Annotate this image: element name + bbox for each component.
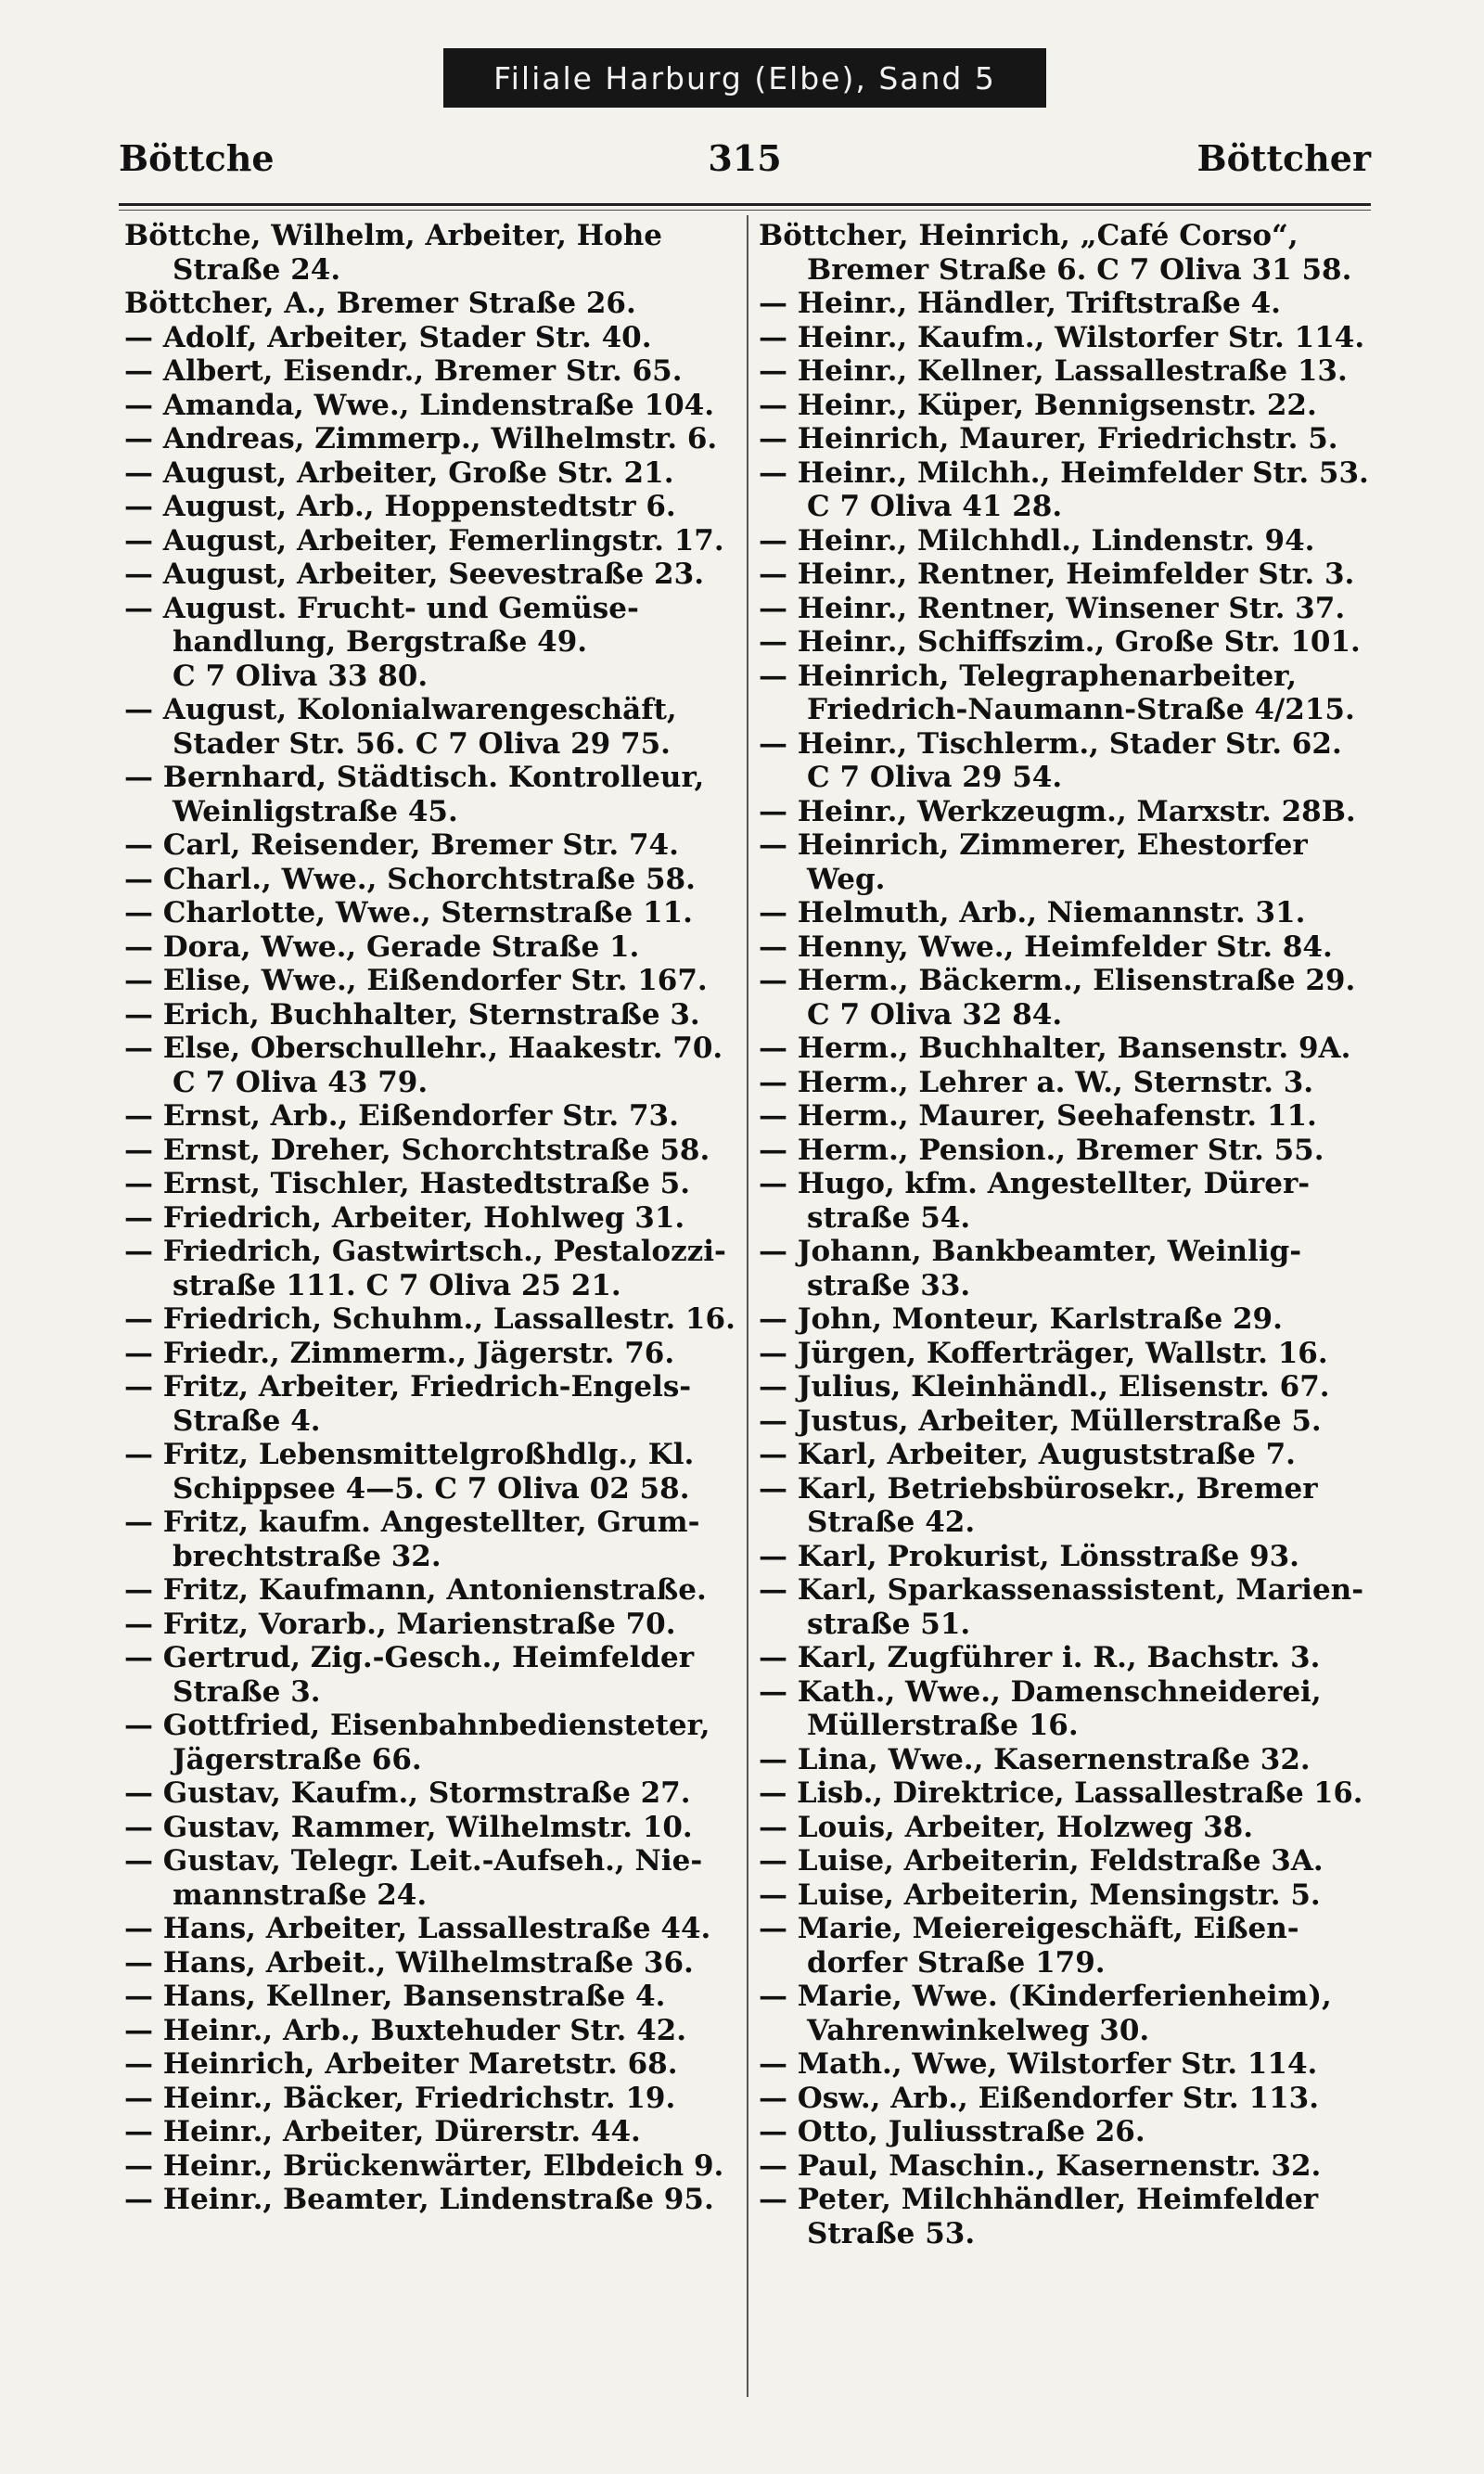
- directory-entry-line: — Amanda, Wwe., Lindenstraße 104.: [124, 388, 715, 422]
- directory-entry-line: — Herm., Maurer, Seehafenstr. 11.: [759, 1099, 1317, 1133]
- directory-entry-line: — Heinr., Bäcker, Friedrichstr. 19.: [124, 2081, 676, 2115]
- directory-entry-line: — Hans, Kellner, Bansenstraße 4.: [124, 1980, 666, 2013]
- directory-entry-line: — August, Arbeiter, Seevestraße 23.: [124, 558, 704, 591]
- directory-entry-line: — Heinr., Tischlerm., Stader Str. 62.: [759, 726, 1342, 761]
- directory-entry-line: — Henny, Wwe., Heimfelder Str. 84.: [759, 929, 1333, 964]
- directory-entry-line: — Helmuth, Arb., Niemannstr. 31.: [759, 896, 1306, 929]
- directory-entry-line: — Karl, Betriebsbürosekr., Bremer: [759, 1471, 1318, 1506]
- directory-entry-line: Böttcher, A., Bremer Straße 26.: [124, 287, 636, 320]
- directory-entry-line: mannstraße 24.: [173, 1878, 428, 1912]
- directory-entry-line: straße 54.: [807, 1200, 971, 1235]
- directory-entry-line: — Heinr., Werkzeugm., Marxstr. 28B.: [759, 794, 1356, 828]
- directory-entry-line: — August. Frucht- und Gemüse-: [124, 591, 639, 625]
- directory-entry-line: — Carl, Reisender, Bremer Str. 74.: [124, 828, 679, 862]
- directory-entry-line: — Friedr., Zimmerm., Jägerstr. 76.: [124, 1336, 675, 1370]
- directory-entry-line: — Heinr., Kellner, Lassallestraße 13.: [759, 354, 1348, 388]
- directory-entry-line: — Heinrich, Maurer, Friedrichstr. 5.: [759, 422, 1338, 455]
- directory-entry-line: — Herm., Lehrer a. W., Sternstr. 3.: [759, 1065, 1314, 1099]
- directory-entry-line: — Julius, Kleinhändl., Elisenstr. 67.: [759, 1370, 1330, 1404]
- directory-entry-line: — Heinrich, Zimmerer, Ehestorfer: [759, 828, 1308, 862]
- directory-entry-line: — Andreas, Zimmerp., Wilhelmstr. 6.: [124, 422, 718, 455]
- directory-entry-line: straße 111. C 7 Oliva 25 21.: [173, 1268, 621, 1302]
- directory-entry-line: — August, Arbeiter, Femerlingstr. 17.: [124, 523, 724, 558]
- directory-entry-line: — Jürgen, Kofferträger, Wallstr. 16.: [759, 1336, 1328, 1370]
- directory-entry-line: — Karl, Zugführer i. R., Bachstr. 3.: [759, 1641, 1321, 1674]
- directory-entry-line: — Herm., Bäckerm., Elisenstraße 29.: [759, 964, 1356, 997]
- directory-entry-line: — Herm., Buchhalter, Bansenstr. 9A.: [759, 1032, 1351, 1065]
- directory-entry-line: Straße 24.: [173, 252, 341, 287]
- directory-entry-line: — Heinr., Milchhdl., Lindenstr. 94.: [759, 523, 1315, 558]
- directory-entry-line: — Friedrich, Schuhm., Lassallestr. 16.: [124, 1302, 736, 1336]
- directory-entry-line: dorfer Straße 179.: [807, 1945, 1106, 1980]
- directory-entry-line: — Heinrich, Telegraphenarbeiter,: [759, 659, 1298, 693]
- directory-entry-line: C 7 Oliva 43 79.: [173, 1065, 429, 1099]
- directory-entry-line: — Heinrich, Arbeiter Maretstr. 68.: [124, 2047, 678, 2081]
- directory-entry-line: — Heinr., Arb., Buxtehuder Str. 42.: [124, 2013, 686, 2047]
- directory-entry-line: Böttche, Wilhelm, Arbeiter, Hohe: [124, 219, 662, 252]
- directory-entry-line: — Heinr., Beamter, Lindenstraße 95.: [124, 2183, 714, 2216]
- directory-entry-line: Böttcher, Heinrich, „Café Corso“,: [759, 219, 1298, 252]
- directory-entry-line: — Osw., Arb., Eißendorfer Str. 113.: [759, 2081, 1320, 2115]
- directory-entry-line: — Otto, Juliusstraße 26.: [759, 2115, 1145, 2148]
- directory-entry-line: — Friedrich, Arbeiter, Hohlweg 31.: [124, 1200, 685, 1235]
- directory-entry-line: — Fritz, Vorarb., Marienstraße 70.: [124, 1607, 676, 1641]
- directory-entry-line: C 7 Oliva 41 28.: [807, 490, 1063, 523]
- directory-entry-line: — Fritz, kaufm. Angestellter, Grum-: [124, 1506, 700, 1539]
- directory-entry-line: — Fritz, Lebensmittelgroßhdlg., Kl.: [124, 1438, 695, 1471]
- directory-entry-line: — Heinr., Rentner, Heimfelder Str. 3.: [759, 558, 1355, 591]
- directory-entry-line: — Fritz, Arbeiter, Friedrich-Engels-: [124, 1370, 692, 1404]
- directory-entry-line: — Ernst, Dreher, Schorchtstraße 58.: [124, 1133, 710, 1167]
- directory-entry-line: Weinligstraße 45.: [173, 794, 458, 828]
- header-right-keyword: Böttcher: [1196, 137, 1371, 179]
- directory-entry-line: — Gustav, Telegr. Leit.-Aufseh., Nie-: [124, 1844, 703, 1878]
- directory-entry-line: — Kath., Wwe., Damenschneiderei,: [759, 1674, 1322, 1709]
- directory-entry-line: Straße 42.: [807, 1506, 976, 1539]
- header-rule: [119, 203, 1371, 206]
- directory-entry-line: — Heinr., Händler, Triftstraße 4.: [759, 287, 1281, 320]
- directory-entry-line: — Luise, Arbeiterin, Mensingstr. 5.: [759, 1878, 1321, 1912]
- directory-entry-line: Schippsee 4—5. C 7 Oliva 02 58.: [173, 1471, 690, 1506]
- right-column: [759, 219, 1371, 2250]
- directory-entry-line: Bremer Straße 6. C 7 Oliva 31 58.: [807, 252, 1352, 287]
- directory-entry-line: — Heinr., Brückenwärter, Elbdeich 9.: [124, 2148, 724, 2183]
- directory-entry-line: — Johann, Bankbeamter, Weinlig-: [759, 1235, 1302, 1268]
- directory-entry-line: Stader Str. 56. C 7 Oliva 29 75.: [173, 726, 671, 761]
- directory-entry-line: — Charlotte, Wwe., Sternstraße 11.: [124, 896, 693, 929]
- directory-entry-line: C 7 Oliva 29 54.: [807, 761, 1063, 794]
- directory-entry-line: — Erich, Buchhalter, Sternstraße 3.: [124, 997, 700, 1032]
- directory-entry-line: — August, Kolonialwarengeschäft,: [124, 693, 677, 726]
- directory-entry-line: Straße 3.: [173, 1674, 321, 1709]
- directory-entry-line: — Charl., Wwe., Schorchtstraße 58.: [124, 862, 696, 896]
- directory-entry-line: — August, Arb., Hoppenstedtstr 6.: [124, 490, 676, 523]
- directory-entry-line: — Karl, Sparkassenassistent, Marien-: [759, 1573, 1364, 1607]
- directory-entry-line: — Luise, Arbeiterin, Feldstraße 3A.: [759, 1844, 1324, 1878]
- directory-entry-line: — Ernst, Tischler, Hastedtstraße 5.: [124, 1167, 691, 1200]
- directory-entry-line: Straße 53.: [807, 2216, 976, 2250]
- directory-entry-line: Müllerstraße 16.: [807, 1709, 1079, 1742]
- directory-entry-line: — Bernhard, Städtisch. Kontrolleur,: [124, 761, 705, 794]
- directory-entry-line: — Marie, Wwe. (Kinderferienheim),: [759, 1980, 1332, 2013]
- directory-entry-line: — Elise, Wwe., Eißendorfer Str. 167.: [124, 964, 708, 997]
- directory-entry-line: — Hugo, kfm. Angestellter, Dürer-: [759, 1167, 1311, 1200]
- directory-entry-line: — Albert, Eisendr., Bremer Str. 65.: [124, 354, 683, 388]
- directory-entry-line: straße 51.: [807, 1607, 971, 1641]
- directory-entry-line: — Heinr., Küper, Bennigsenstr. 22.: [759, 388, 1317, 422]
- directory-entry-line: Friedrich-Naumann-Straße 4/215.: [807, 693, 1355, 726]
- directory-entry-line: — Justus, Arbeiter, Müllerstraße 5.: [759, 1404, 1322, 1438]
- column-divider: [747, 215, 748, 2397]
- directory-entry-line: — Gustav, Kaufm., Stormstraße 27.: [124, 1776, 691, 1810]
- directory-entry-line: — Hans, Arbeit., Wilhelmstraße 36.: [124, 1945, 694, 1980]
- directory-entry-line: — Hans, Arbeiter, Lassallestraße 44.: [124, 1912, 711, 1945]
- directory-entry-line: — Karl, Prokurist, Lönsstraße 93.: [759, 1539, 1299, 1573]
- directory-entry-line: — Dora, Wwe., Gerade Straße 1.: [124, 929, 640, 964]
- directory-entry-line: C 7 Oliva 32 84.: [807, 997, 1063, 1032]
- directory-entry-line: — Herm., Pension., Bremer Str. 55.: [759, 1133, 1324, 1167]
- directory-entry-line: straße 33.: [807, 1268, 971, 1302]
- directory-entry-line: — Heinr., Schiffszim., Große Str. 101.: [759, 625, 1361, 659]
- directory-entry-line: — Heinr., Rentner, Winsener Str. 37.: [759, 591, 1346, 625]
- directory-entry-line: — Gertrud, Zig.-Gesch., Heimfelder: [124, 1641, 695, 1674]
- directory-entry-line: — Marie, Meiereigeschäft, Eißen-: [759, 1912, 1299, 1945]
- directory-entry-line: Straße 4.: [173, 1404, 321, 1438]
- directory-entry-line: — Ernst, Arb., Eißendorfer Str. 73.: [124, 1099, 679, 1133]
- directory-entry-line: handlung, Bergstraße 49.: [173, 625, 588, 659]
- header-left-keyword: Böttche: [119, 137, 275, 179]
- directory-entry-line: — Heinr., Arbeiter, Dürerstr. 44.: [124, 2115, 641, 2148]
- directory-entry-line: — Louis, Arbeiter, Holzweg 38.: [759, 1810, 1254, 1844]
- directory-entry-line: — Heinr., Kaufm., Wilstorfer Str. 114.: [759, 320, 1365, 354]
- directory-entry-line: — August, Arbeiter, Große Str. 21.: [124, 455, 674, 490]
- directory-entry-line: — Gustav, Rammer, Wilhelmstr. 10.: [124, 1810, 693, 1844]
- directory-entry-line: — Karl, Arbeiter, Auguststraße 7.: [759, 1438, 1296, 1471]
- directory-entry-line: — Friedrich, Gastwirtsch., Pestalozzi-: [124, 1235, 726, 1268]
- directory-entry-line: — John, Monteur, Karlstraße 29.: [759, 1302, 1283, 1336]
- directory-entry-line: brechtstraße 32.: [173, 1539, 441, 1573]
- directory-entry-line: — Gottfried, Eisenbahnbediensteter,: [124, 1709, 710, 1742]
- directory-entry-line: — Math., Wwe, Wilstorfer Str. 114.: [759, 2047, 1318, 2081]
- directory-entry-line: — Paul, Maschin., Kasernenstr. 32.: [759, 2148, 1322, 2183]
- directory-entry-line: — Lisb., Direktrice, Lassallestraße 16.: [759, 1776, 1363, 1810]
- page-number: 315: [708, 137, 782, 179]
- directory-entry-line: — Lina, Wwe., Kasernenstraße 32.: [759, 1742, 1311, 1776]
- header-rule-thin: [119, 210, 1371, 211]
- directory-entry-line: Vahrenwinkelweg 30.: [807, 2013, 1150, 2047]
- directory-entry-line: — Adolf, Arbeiter, Stader Str. 40.: [124, 320, 652, 354]
- directory-entry-line: — Fritz, Kaufmann, Antonienstraße.: [124, 1573, 707, 1607]
- directory-entry-line: — Peter, Milchhändler, Heimfelder: [759, 2183, 1319, 2216]
- branch-stamp: Filiale Harburg (Elbe), Sand 5: [443, 48, 1046, 108]
- directory-entry-line: — Heinr., Milchh., Heimfelder Str. 53.: [759, 455, 1369, 490]
- page-header: [119, 137, 1371, 184]
- directory-entry-line: C 7 Oliva 33 80.: [173, 659, 429, 693]
- directory-entry-line: Weg.: [807, 862, 886, 896]
- directory-entry-line: Jägerstraße 66.: [173, 1742, 422, 1776]
- left-column: [124, 219, 736, 2217]
- directory-entry-line: — Else, Oberschullehr., Haakestr. 70.: [124, 1032, 723, 1065]
